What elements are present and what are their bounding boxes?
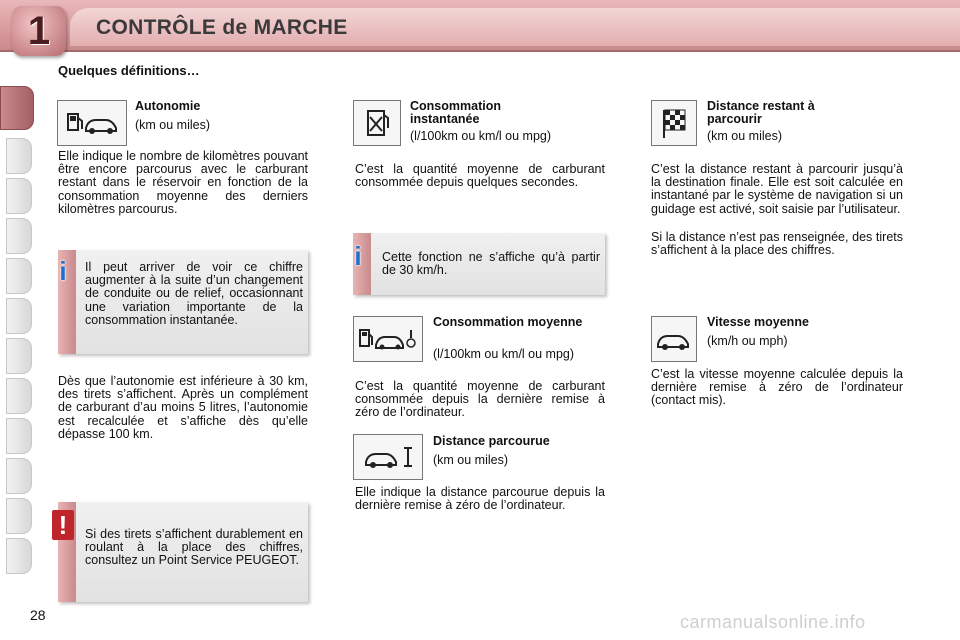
- info-note-text: Il peut arriver de voir ce chiffre augmenter à la suite d’un changement de conduite ou de relief, occasionnant une variation importante de la consommation instantanée.: [85, 260, 303, 327]
- chapter-tabs: [0, 62, 34, 582]
- distance-restant-description: C’est la distance restant à parcourir jusqu’à la destination finale. Elle est soit calculée en instantané par le système de navigation si un guidage est activé, soit saisie par l’utilisateur.: [651, 162, 903, 216]
- conso-moyenne-unit: (l/100km ou km/l ou mpg): [433, 347, 575, 361]
- conso-instantanee-unit: (l/100km ou km/l ou mpg): [410, 129, 552, 143]
- info-note-autonomie: [58, 250, 308, 354]
- warning-note-text: Si des tirets s’affichent durablement en roulant à la place des chiffres, consultez un Point Service PEUGEOT.: [85, 527, 303, 568]
- info-note-vitesse: [353, 233, 605, 295]
- section-title: Quelques définitions…: [58, 63, 200, 78]
- chapter-tab[interactable]: [6, 338, 32, 374]
- fuel-average-icon: [353, 316, 423, 362]
- autonomie-description: Elle indique le nombre de kilomètres pouvant être encore parcourus avec le carburant restant dans le réservoir en fonction de la consommation moyenne des derniers kilomètres parcourus.: [58, 149, 308, 216]
- chapter-tab[interactable]: [6, 138, 32, 174]
- car-distance-icon: [353, 434, 423, 480]
- chapter-number: 1: [12, 6, 66, 56]
- distance-restant-title: Distance restant à parcourir: [707, 99, 815, 126]
- conso-moyenne-title: Consommation moyenne: [433, 315, 583, 329]
- info-icon: i: [354, 240, 362, 271]
- distance-parcourue-title: Distance parcourue: [433, 434, 550, 448]
- conso-moyenne-description: C’est la quantité moyenne de carburant consommée depuis la dernière remise à zéro de l’ordinateur.: [355, 379, 605, 420]
- autonomie-paragraph-2: Dès que l’autonomie est inférieure à 30 km, des tirets s’affichent. Après un complément de carburant d’au moins 5 litres, l’autonomie est recalculée et s’affiche dès qu’elle dépasse 100 km.: [58, 374, 308, 441]
- vitesse-moyenne-title: Vitesse moyenne: [707, 315, 809, 329]
- fuel-car-icon: [57, 100, 127, 146]
- checkered-flag-icon: [651, 100, 697, 146]
- info-note-text: Cette fonction ne s’affiche qu’à partir de 30 km/h.: [382, 250, 600, 278]
- distance-restant-unit: (km ou miles): [707, 129, 783, 143]
- chapter-tab[interactable]: [6, 418, 32, 454]
- chapter-tab[interactable]: [6, 258, 32, 294]
- fuel-pump-icon: [353, 100, 401, 146]
- page-number: 28: [30, 607, 46, 623]
- conso-instantanee-title: Consommation instantanée: [410, 99, 501, 126]
- page-title: CONTRÔLE de MARCHE: [96, 16, 348, 39]
- distance-parcourue-description: Elle indique la distance parcourue depuis la dernière remise à zéro de l’ordinateur.: [355, 485, 605, 513]
- chapter-tab[interactable]: [6, 218, 32, 254]
- distance-restant-note: Si la distance n’est pas renseignée, des tirets s’affichent à la place des chiffres.: [651, 230, 903, 258]
- autonomie-unit: (km ou miles): [135, 118, 211, 132]
- warning-icon: !: [52, 510, 74, 540]
- chapter-tab[interactable]: [6, 378, 32, 414]
- distance-parcourue-unit: (km ou miles): [433, 453, 509, 467]
- vitesse-moyenne-unit: (km/h ou mph): [707, 334, 788, 348]
- chapter-tab[interactable]: [6, 458, 32, 494]
- chapter-tab[interactable]: [6, 538, 32, 574]
- warning-note: [58, 502, 308, 602]
- info-icon: i: [59, 255, 67, 286]
- car-speed-icon: [651, 316, 697, 362]
- vitesse-moyenne-description: C’est la vitesse moyenne calculée depuis la dernière remise à zéro de l’ordinateur (contact mis).: [651, 367, 903, 408]
- conso-instantanee-description: C’est la quantité moyenne de carburant consommée depuis quelques secondes.: [355, 162, 605, 190]
- watermark: carmanualsonline.info: [680, 612, 866, 632]
- chapter-tab[interactable]: [6, 298, 32, 334]
- chapter-tab-active[interactable]: [0, 86, 34, 130]
- chapter-tab[interactable]: [6, 178, 32, 214]
- autonomie-title: Autonomie: [135, 99, 201, 113]
- chapter-tab[interactable]: [6, 498, 32, 534]
